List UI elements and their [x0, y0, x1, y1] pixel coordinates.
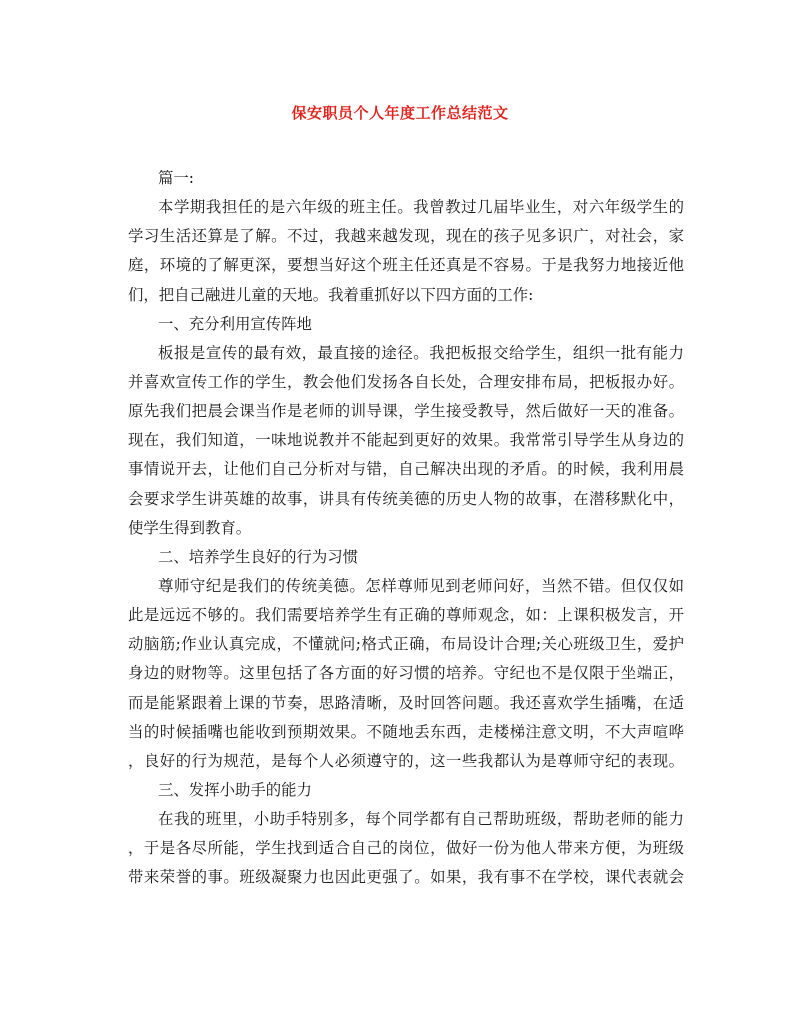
text-line: 庭，环境的了解更深，要想当好这个班主任还真是不容易。于是我努力地接近他: [128, 256, 684, 275]
text-line: 原先我们把晨会课当作是老师的训导课，学生接受教导，然后做好一天的准备。: [128, 402, 684, 421]
text-line: 在我的班里，小助手特别多，每个同学都有自己帮助班级，帮助老师的能力: [158, 810, 684, 829]
document-body: [128, 164, 684, 893]
text-line: ，于是各尽所能，学生找到适合自己的岗位，做好一份为他人带来方便，为班级: [128, 839, 684, 858]
text-line: ，良好的行为规范，是每个人必须遵守的，这一些我都认为是尊师守纪的表现。: [128, 751, 684, 770]
text-line: 二、培养学生良好的行为习惯: [158, 547, 359, 566]
text-line: 板报是宣传的最有效，最直接的途径。我把板报交给学生，组织一批有能力: [158, 343, 684, 362]
text-line: 事情说开去，让他们自己分析对与错，自己解决出现的矛盾。的时候，我利用晨: [128, 460, 684, 479]
text-line: 尊师守纪是我们的传统美德。怎样尊师见到老师问好，当然不错。但仅仅如: [158, 576, 684, 595]
text-line: 会要求学生讲英雄的故事，讲具有传统美德的历史人物的故事，在潜移默化中，: [128, 489, 684, 508]
text-line: 此是远远不够的。我们需要培养学生有正确的尊师观念，如：上课积极发言，开: [128, 606, 684, 625]
text-line: 带来荣誉的事。班级凝聚力也因此更强了。如果，我有事不在学校，课代表就会: [128, 868, 684, 887]
text-line: 三、发挥小助手的能力: [158, 780, 312, 799]
text-line: 现在，我们知道，一味地说教并不能起到更好的效果。我常常引导学生从身边的: [128, 431, 684, 450]
text-line: 篇一:: [158, 169, 194, 187]
text-line: 们，把自己融进儿童的天地。我着重抓好以下四方面的工作:: [128, 285, 534, 304]
document-title: 保安职员个人年度工作总结范文: [291, 104, 509, 122]
text-line: 动脑筋;作业认真完成，不懂就问;格式正确，布局设计合理;关心班级卫生，爱护: [128, 635, 684, 654]
text-line: 本学期我担任的是六年级的班主任。我曾教过几届毕业生，对六年级学生的: [158, 198, 684, 217]
text-line: 学习生活还算是了解。不过，我越来越发现，现在的孩子见多识广，对社会，家: [128, 227, 684, 246]
text-line: 身边的财物等。这里包括了各方面的好习惯的培养。守纪也不是仅限于坐端正，: [128, 664, 684, 683]
text-line: 一、充分利用宣传阵地: [158, 314, 312, 333]
text-line: 使学生得到教育。: [128, 518, 252, 537]
text-line: 当的时候插嘴也能收到预期效果。不随地丢东西，走楼梯注意文明，不大声喧哗: [128, 722, 684, 741]
text-line: 并喜欢宣传工作的学生，教会他们发扬各自长处，合理安排布局，把板报办好。: [128, 372, 684, 391]
text-line: 而是能紧跟着上课的节奏，思路清晰，及时回答问题。我还喜欢学生插嘴，在适: [128, 693, 684, 712]
